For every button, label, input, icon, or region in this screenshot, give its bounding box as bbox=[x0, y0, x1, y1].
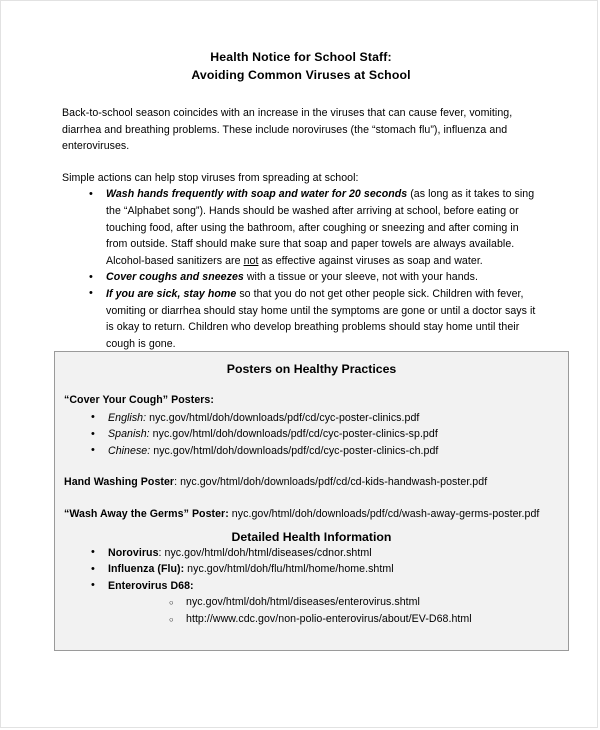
list-item bbox=[64, 545, 559, 562]
posters-section-heading: Posters on Healthy Practices bbox=[226, 362, 397, 376]
list-item bbox=[62, 286, 540, 352]
wash-away-germs-poster-label: “Wash Away the Germs” Poster: bbox=[64, 507, 229, 520]
page-title-line-2: Avoiding Common Viruses at School bbox=[191, 67, 411, 82]
detailed-health-info-list bbox=[64, 545, 559, 628]
poster-language-label: Spanish: bbox=[108, 428, 150, 441]
list-item bbox=[64, 443, 559, 460]
disease-url[interactable]: nyc.gov/html/doh/flu/html/home/home.shtml bbox=[184, 563, 394, 576]
prevention-actions-list bbox=[62, 186, 540, 369]
cover-your-cough-list bbox=[64, 409, 559, 460]
enterovirus-url[interactable]: http://www.cdc.gov/non-polio-enterovirus/about/EV-D68.html bbox=[186, 612, 472, 625]
poster-url[interactable]: nyc.gov/html/doh/downloads/pdf/cd/cyc-poster-clinics-ch.pdf bbox=[150, 444, 439, 457]
action-body-text: so that you do not get other people sick. Children with fever, vomiting or diarrhea should stay home until the symptoms are gone or until a doctor says it is okay to return. Children who develop breathing problems should stay home until their cough is gone. bbox=[106, 287, 536, 350]
enterovirus-url[interactable]: nyc.gov/html/doh/html/diseases/enterovirus.shtml bbox=[186, 596, 420, 609]
list-item bbox=[64, 426, 559, 443]
action-lead-text: If you are sick, stay home bbox=[106, 287, 237, 300]
intro-paragraph: Back-to-school season coincides with an increase in the viruses that can cause fever, vomiting, diarrhea and breathing problems. These include noroviruses (the “stomach flu”), influenza and enteroviruses. bbox=[62, 107, 513, 153]
disease-label: Norovirus bbox=[108, 546, 159, 559]
action-lead-text: Wash hands frequently with soap and water for 20 seconds bbox=[106, 188, 408, 201]
enterovirus-sublist bbox=[108, 594, 559, 627]
poster-url[interactable]: nyc.gov/html/doh/downloads/pdf/cd/cyc-poster-clinics.pdf bbox=[146, 411, 420, 424]
disease-label: Influenza (Flu): bbox=[108, 563, 185, 576]
lead-in-paragraph: Simple actions can help stop viruses from spreading at school: bbox=[62, 171, 359, 184]
posters-section-body bbox=[55, 377, 568, 523]
poster-language-label: English: bbox=[108, 411, 147, 424]
action-emphasis-not: not bbox=[243, 254, 259, 267]
hand-washing-poster-line bbox=[64, 459, 559, 491]
list-item bbox=[108, 594, 559, 611]
action-body-text-tail: as effective against viruses as soap and water. bbox=[258, 254, 483, 267]
hand-washing-poster-url[interactable]: : nyc.gov/html/doh/downloads/pdf/cd/cd-kids-handwash-poster.pdf bbox=[174, 476, 488, 489]
list-item bbox=[64, 561, 559, 578]
list-item bbox=[64, 578, 559, 628]
list-item bbox=[108, 611, 559, 628]
resources-panel bbox=[54, 351, 569, 651]
action-body-text: with a tissue or your sleeve, not with your hands. bbox=[243, 271, 478, 284]
disease-url[interactable]: : nyc.gov/html/doh/html/diseases/cdnor.shtml bbox=[158, 546, 372, 559]
page-title bbox=[62, 1, 540, 84]
disease-label: Enterovirus D68: bbox=[108, 579, 194, 592]
poster-language-label: Chinese: bbox=[108, 444, 151, 457]
poster-url[interactable]: nyc.gov/html/doh/downloads/pdf/cd/cyc-poster-clinics-sp.pdf bbox=[149, 428, 438, 441]
resources-panel-inner bbox=[55, 352, 568, 650]
list-item bbox=[62, 186, 540, 269]
wash-away-germs-poster-line bbox=[64, 491, 559, 523]
detailed-health-info-heading: Detailed Health Information bbox=[231, 529, 392, 544]
list-item bbox=[62, 269, 540, 286]
hand-washing-poster-label: Hand Washing Poster bbox=[64, 476, 175, 489]
action-body-text: (as long as it takes to sing the “Alphabet song”). Hands should be washed after arriving at school, before eating or touching food, after using the bathroom, after coughing or sneezing and after coming in from outside. Staff should make sure that soap and paper towels are always available. Alcohol-based sanitizers are bbox=[106, 188, 535, 267]
detailed-health-info-body bbox=[55, 545, 568, 628]
page-title-line-1: Health Notice for School Staff: bbox=[210, 50, 392, 64]
document-content-column bbox=[62, 1, 540, 369]
list-item bbox=[64, 410, 559, 427]
wash-away-germs-poster-url[interactable]: nyc.gov/html/doh/downloads/pdf/cd/wash-away-germs-poster.pdf bbox=[228, 507, 540, 520]
action-lead-text: Cover coughs and sneezes bbox=[106, 271, 244, 284]
cover-your-cough-label: “Cover Your Cough” Posters: bbox=[64, 394, 214, 406]
